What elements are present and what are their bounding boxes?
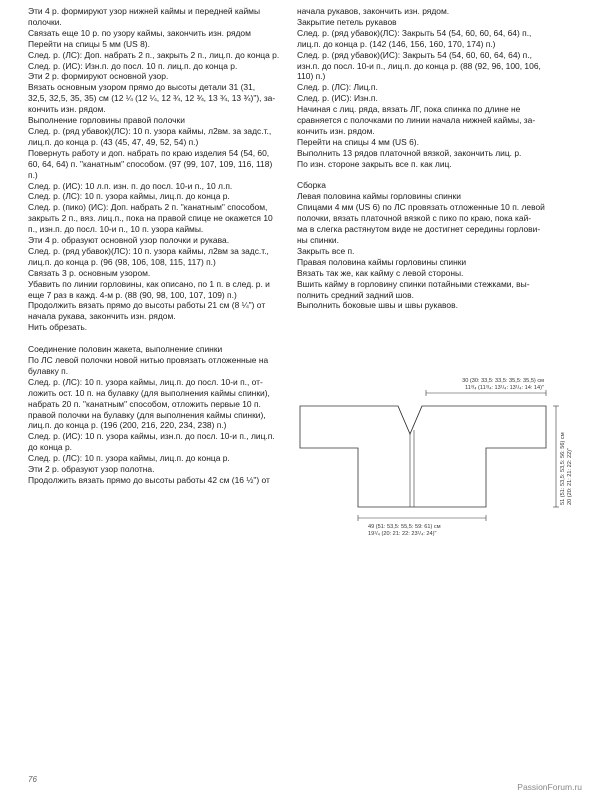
text-line: Эти 2 р. формируют основной узор. [28,71,169,82]
text-line: След. р. (ряд убавок)(ЛС): 10 п. узора каймы, л2вм. за задс.т., [28,125,272,136]
text-line: Эти 2 р. образуют узор полотна. [28,464,155,475]
text-line: По изн. стороне закрыть все п. как лиц. [297,158,452,169]
text-line: Продолжить вязать прямо до высоты работы 21 см (8 ¼") от [28,300,266,311]
text-line: Продолжить вязать прямо до высоты работы 42 см (16 ½") от [28,474,270,485]
text-line: кончить изн. рядом. [28,104,106,115]
text-line: лиц.п. до конца р. (96 (98, 106, 108, 115, 117) п.) [28,256,216,267]
text-line: След. р. (ЛС): Доп. набрать 2 п., закрыть 2 п., лиц.п. до конца р. [28,49,280,60]
text-line: лиц.п. до конца р. (196 (200, 216, 220, 234, 238) п.) [28,420,227,431]
text-line: След. р. (ЛС): 10 п. узора каймы, лиц.п. до конца р. [28,453,230,464]
text-line: Выполнение горловины правой полочки [28,115,185,126]
text-line: След. р. (ЛС): 10 п. узора каймы, лиц.п. до посл. 10-и п., от- [28,376,263,387]
text-line: Соединение половин жакета, выполнение спинки [28,344,223,355]
text-line: Повернуть работу и доп. набрать по краю изделия 54 (54, 60, [28,147,270,158]
text-line: Убавить по линии горловины, как описано, по 1 п. в след. р. и [28,278,270,289]
text-line: Перейти на спицы 5 мм (US 8). [28,38,150,49]
text-line: 60, 64, 64) п. "канатным" способом. (97 (99, 107, 109, 116, 118) [28,158,273,169]
text-line: Закрыть все п. [297,245,355,256]
text-line: набрать 20 п. "канатным" способом, отложить первые 10 п. [28,398,261,409]
text-line: Вязать основным узором прямо до высоты детали 31 (31, [28,82,256,93]
text-line: ложить ост. 10 п. на булавку (для выполнения каймы спинки), [28,387,270,398]
side-dimension-cm: 51 (51: 53,5: 53,5: 56: 56) см [560,432,566,505]
text-line: Связать еще 10 р. по узору каймы, закончить изн. рядом [28,27,251,38]
text-line: След. р. (ряд убавок)(ИС): Закрыть 54 (54, 60, 60, 64, 64) п., [297,49,532,60]
text-line: Эти 4 р. формируют узор нижней каймы и передней каймы [28,6,261,16]
text-line: След. р. (ИС): 10 п. узора каймы, изн.п. до посл. 10-и п., лиц.п. [28,431,275,442]
page-number: 76 [28,775,37,784]
text-line: полочки. [28,16,62,27]
text-line: Выполнить боковые швы и швы рукавов. [297,300,458,311]
text-line: Выполнить 13 рядов платочной вязкой, закончить лиц. р. [297,147,522,158]
text-line: 110) п.) [297,71,326,82]
text-line: кончить изн. рядом. [297,125,375,136]
text-line: След. р. (ряд убавок)(ЛС): 10 п. узора каймы, л2вм за задс.т., [28,245,269,256]
text-line: ма в слегка растянутом виде не достигнет середины горлови- [297,224,541,235]
text-line: Спицами 4 мм (US 6) по ЛС провязать отложенные 10 п. левой [297,202,545,213]
bottom-dimension-cm: 49 (51: 53,5: 55,5: 59: 61) см [368,524,441,530]
side-dimension-in: 20 (20: 21: 21: 22: 22)" [567,447,573,505]
text-line: еще 7 раз в кажд. 4-м р. (88 (90, 98, 100, 107, 109) п.) [28,289,237,300]
text-line: полнить средний задний шов. [297,289,414,300]
text-line: сравняется с полочками по линии начала нижней каймы, за- [297,115,536,126]
garment-schematic [300,372,573,547]
text-line: След. р. (ИС): Изн.п. [297,93,378,104]
text-line: Начиная с лиц. ряда, вязать ЛГ, пока спинка по длине не [297,104,521,115]
text-line: полочки, вязать платочной вязкой с пико по краю, пока кай- [297,213,532,224]
text-line: След. р. (ЛС): Лиц.п. [297,82,378,93]
text-line: По ЛС левой полочки новой нитью провязать отложенные на [28,354,269,365]
text-line: Правая половина каймы горловины спинки [297,256,467,267]
text-line: Вязать так же, как кайму с левой стороны. [297,267,464,278]
garment-outline [300,406,546,507]
text-line: След. р. (ИС): Изн.п. до посл. 10 п. лиц.п. до конца р. [28,60,238,71]
watermark: PassionForum.ru [517,782,582,792]
paragraph-gap [28,333,280,344]
top-dimension-cm: 30 (30: 33,5: 33,5: 35,5: 35,5) см [462,378,544,384]
text-line: изн.п. до посл. 10-и п., лиц.п. до конца р. (88 (92, 96, 100, 106, [297,60,541,71]
top-dimension-in: 11³/₄ (11³/₄: 13¹/₄: 13¹/₄: 14: 14)" [465,385,544,391]
text-line: Связать 3 р. основным узором. [28,267,151,278]
text-line: лиц.п. до конца р. (142 (146, 156, 160, 170, 174) п.) [297,38,496,49]
text-line: Закрытие петель рукавов [297,16,397,27]
text-line: до конца р. [28,442,73,453]
text-line: 32,5, 32,5, 35, 35) см (12 ¼ (12 ¼, 12 ¾, 12 ¾, 13 ¾, 13 ¾)"), за- [28,93,276,104]
left-text-column [28,6,280,486]
text-line: правой полочки на булавку (для выполнения каймы спинки), [28,409,266,420]
text-line: Сборка [297,180,326,191]
text-line: булавку п. [28,365,69,376]
text-line: начала рукавов, закончить изн. рядом. [297,6,450,16]
text-line: лиц.п. до конца р. (43 (45, 47, 49, 52, 54) п.) [28,136,199,147]
bottom-dimension-in: 19¹/₄ (20: 21: 22: 23¹/₄: 24)" [368,531,437,537]
text-line: Перейти на спицы 4 мм (US 6). [297,136,419,147]
text-line: След. р. (пико) (ИС): Доп. набрать 2 п. "канатным" способом, [28,202,268,213]
text-line: Вшить кайму в горловину спинки потайными стежками, вы- [297,278,530,289]
text-line: ны спинки. [297,235,339,246]
paragraph-gap [297,170,565,181]
text-line: След. р. (ряд убавок)(ЛС): Закрыть 54 (54, 60, 60, 64, 64) п., [297,27,532,38]
text-line: п.) [28,169,38,180]
text-line: След. р. (ЛС): 10 п. узора каймы, лиц.п. до конца р. [28,191,230,202]
neckline [398,406,422,434]
text-line: След. р. (ИС): 10 л.п. изн. п. до посл. 10-и п., 10 л.п. [28,180,233,191]
text-line: Эти 4 р. образуют основной узор полочки и рукава. [28,235,230,246]
text-line: Левая половина каймы горловины спинки [297,191,461,202]
text-line: начала рукава, закончить изн. рядом. [28,311,176,322]
text-line: закрыть 2 п., вяз. лиц.п., пока на правой спице не окажется 10 [28,213,273,224]
right-text-column [297,6,565,311]
text-line: п., изн.п. до посл. 10-и п., 10 п. узора каймы. [28,224,204,235]
text-line: Нить обрезать. [28,322,88,333]
